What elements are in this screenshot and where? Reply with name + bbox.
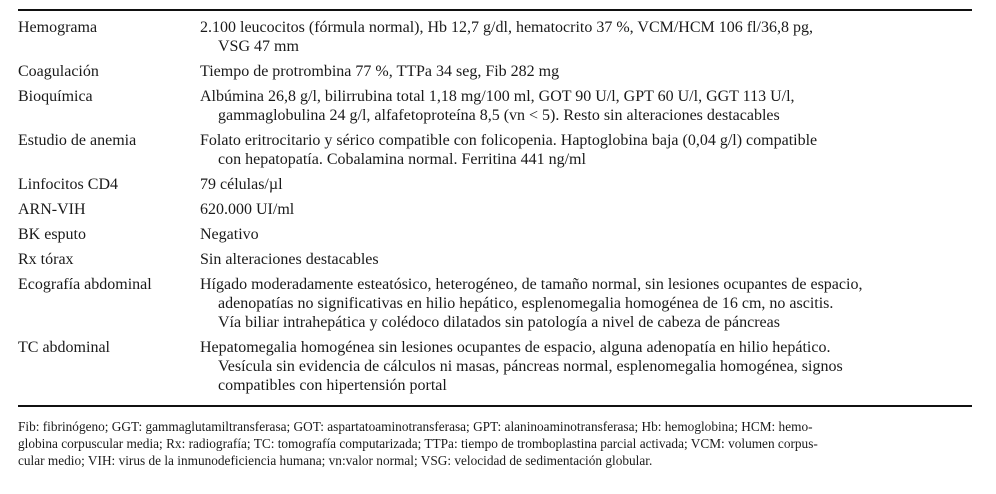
value-line: 2.100 leucocitos (fórmula normal), Hb 12,7 g/dl, hematocrito 37 %, VCM/HCM 106 fl/36,8 pg, xyxy=(200,19,813,36)
table-row-bk-esputo xyxy=(18,225,972,250)
value-line: Sin alteraciones destacables xyxy=(200,251,379,268)
table-bottom-rule xyxy=(18,405,972,407)
table-top-rule xyxy=(18,9,972,11)
value-line: con hepatopatía. Cobalamina normal. Ferritina 441 ng/ml xyxy=(218,151,586,168)
table-row-tc-abdominal xyxy=(18,338,972,401)
value-line: Vía biliar intrahepática y colédoco dilatados sin patología a nivel de cabeza de páncreas xyxy=(218,314,780,331)
row-label: TC abdominal xyxy=(18,339,110,356)
row-label: ARN-VIH xyxy=(18,201,86,218)
abbreviations-footnote xyxy=(18,418,972,469)
value-line: Vesícula sin evidencia de cálculos ni masas, páncreas normal, esplenomegalia homogénea, signos xyxy=(218,358,843,375)
table-row-ecografia-abdominal xyxy=(18,275,972,338)
row-value xyxy=(200,225,972,250)
row-value xyxy=(200,275,972,338)
row-label: Bioquímica xyxy=(18,88,93,105)
value-line: VSG 47 mm xyxy=(218,38,299,55)
value-line: Tiempo de protrombina 77 %, TTPa 34 seg, Fib 282 mg xyxy=(200,63,560,80)
value-line: Negativo xyxy=(200,226,259,243)
row-value xyxy=(200,250,972,275)
value-line: 620.000 UI/ml xyxy=(200,201,295,218)
value-line: gammaglobulina 24 g/l, alfafetoproteína 8,5 (vn < 5). Resto sin alteraciones destacables xyxy=(218,107,780,124)
row-label: Ecografía abdominal xyxy=(18,276,152,293)
value-line: Hígado moderadamente esteatósico, heterogéneo, de tamaño normal, sin lesiones ocupantes de espacio, xyxy=(200,276,863,293)
table-row-arn-vih xyxy=(18,200,972,225)
row-value xyxy=(200,200,972,225)
footnote-line: globina corpuscular media; Rx: radiografía; TC: tomografía computarizada; TTPa: tiempo de tromboplastina parcial activada; VCM: volumen corpus- xyxy=(18,436,818,451)
row-label: Rx tórax xyxy=(18,251,74,268)
table-row-hemograma xyxy=(18,18,972,62)
row-label: Coagulación xyxy=(18,63,99,80)
lab-results-table xyxy=(18,18,972,401)
footnote-line: Fib: fibrinógeno; GGT: gammaglutamiltransferasa; GOT: aspartatoaminotransferasa; GPT: alaninoaminotransferasa; Hb: hemoglobina; HCM: hemo- xyxy=(18,419,813,434)
row-value xyxy=(200,131,972,175)
row-value xyxy=(200,62,972,87)
clinical-results-document xyxy=(18,9,972,469)
row-label: Linfocitos CD4 xyxy=(18,176,118,193)
value-line: Albúmina 26,8 g/l, bilirrubina total 1,18 mg/100 ml, GOT 90 U/l, GPT 60 U/l, GGT 113 U/l, xyxy=(200,88,795,105)
row-label: Estudio de anemia xyxy=(18,132,137,149)
table-row-rx-torax xyxy=(18,250,972,275)
value-line: adenopatías no significativas en hilio hepático, esplenomegalia homogénea de 16 cm, no ascitis. xyxy=(218,295,834,312)
value-line: Folato eritrocitario y sérico compatible con folicopenia. Haptoglobina baja (0,04 g/l) compatible xyxy=(200,132,818,149)
table-row-coagulacion xyxy=(18,62,972,87)
table-row-bioquimica xyxy=(18,87,972,131)
row-value xyxy=(200,175,972,200)
table-row-linfocitos-cd4 xyxy=(18,175,972,200)
value-line: 79 células/µl xyxy=(200,176,283,193)
row-value xyxy=(200,87,972,131)
row-label: Hemograma xyxy=(18,19,98,36)
table-row-estudio-anemia xyxy=(18,131,972,175)
row-value xyxy=(200,338,972,401)
row-label: BK esputo xyxy=(18,226,86,243)
value-line: Hepatomegalia homogénea sin lesiones ocupantes de espacio, alguna adenopatía en hilio hepático. xyxy=(200,339,831,356)
row-value xyxy=(200,18,972,62)
value-line: compatibles con hipertensión portal xyxy=(218,377,447,394)
footnote-line: cular medio; VIH: virus de la inmunodeficiencia humana; vn:valor normal; VSG: velocidad de sedimentación globular. xyxy=(18,453,653,468)
